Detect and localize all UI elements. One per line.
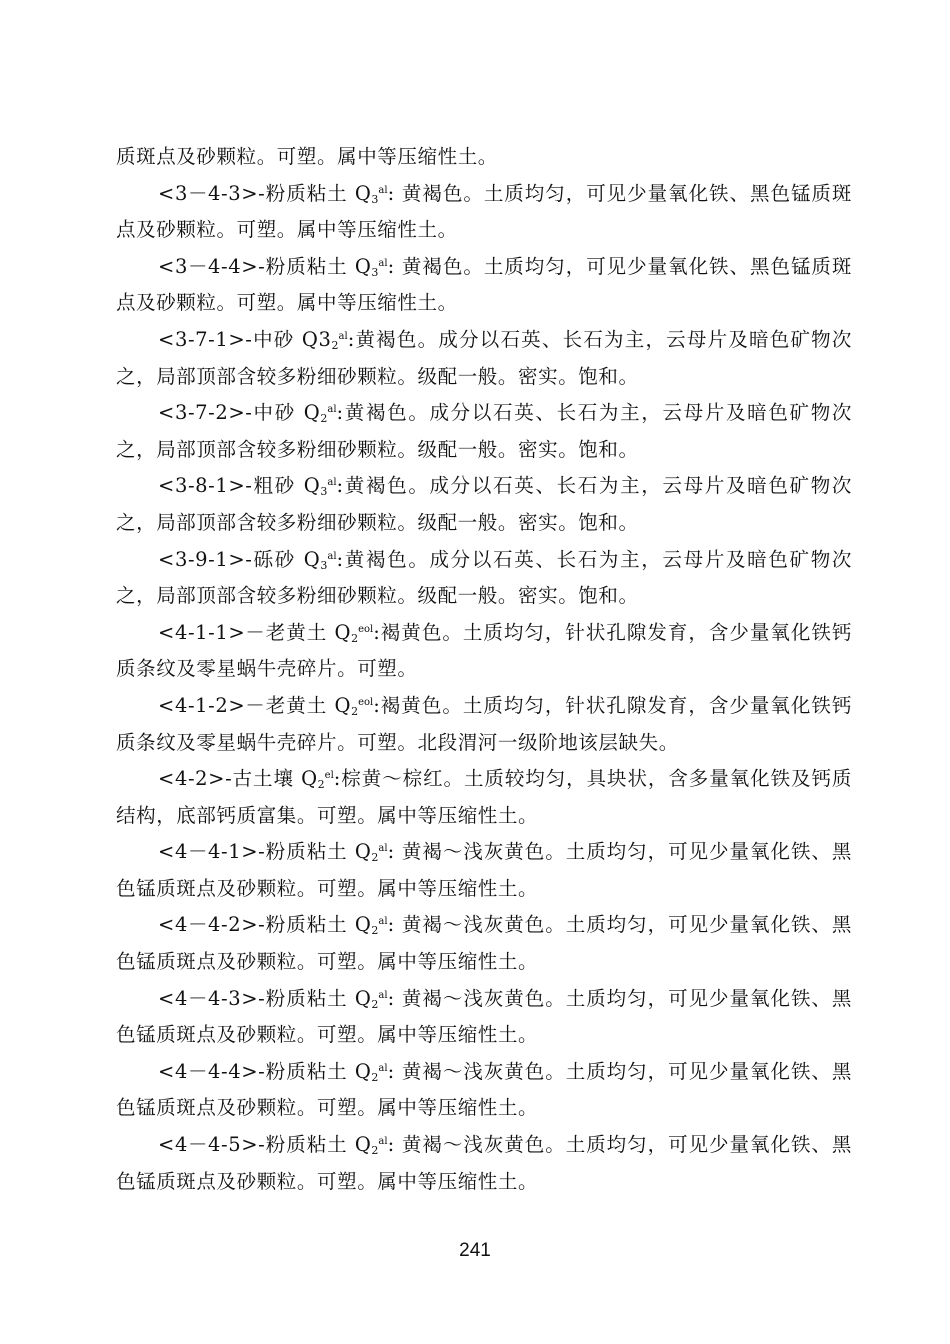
stratum-superscript: el	[324, 770, 334, 782]
stratum-subscript: 2	[331, 338, 339, 352]
stratum-subscript: 2	[351, 704, 359, 718]
stratum-subscript: 2	[371, 924, 379, 938]
stratum-label: <3－4-4>-粉质粘土 Q	[158, 254, 372, 278]
stratum-paragraph-4-4-5	[116, 1127, 852, 1200]
stratum-paragraph-3-7-2	[116, 395, 852, 468]
stratum-description: :黄褐色。成分以石英、长石为主，云母片及暗色矿物次之，局部顶部含较多粉细砂颗粒。级配一般。密实。饱和。	[116, 474, 852, 534]
stratum-subscript: 3	[371, 265, 379, 279]
stratum-description: : 黄褐色。土质均匀，可见少量氧化铁、黑色锰质斑点及砂颗粒。可塑。属中等压缩性土。	[116, 254, 852, 315]
stratum-superscript: al	[378, 989, 388, 1001]
stratum-superscript: al	[327, 404, 337, 416]
stratum-paragraph-4-2	[116, 761, 852, 834]
stratum-superscript: al	[378, 184, 388, 196]
stratum-superscript: al	[327, 550, 337, 562]
stratum-superscript: al	[327, 477, 337, 489]
stratum-subscript: 3	[320, 485, 328, 499]
stratum-label: <4－4-1>-粉质粘土 Q	[158, 840, 372, 864]
stratum-description: : 黄褐～浅灰黄色。土质均匀，可见少量氧化铁、黑色锰质斑点及砂颗粒。可塑。属中等压缩性土。	[116, 1133, 852, 1193]
stratum-label: <3-8-1>-粗砂 Q	[158, 474, 321, 498]
stratum-superscript: al	[378, 916, 388, 928]
stratum-description: :褐黄色。土质均匀，针状孔隙发育，含少量氧化铁钙质条纹及零星蜗牛壳碎片。可塑。北段渭河一级阶地该层缺失。	[116, 693, 852, 754]
stratum-description: : 黄褐～浅灰黄色。土质均匀，可见少量氧化铁、黑色锰质斑点及砂颗粒。可塑。属中等压缩性土。	[116, 1059, 852, 1120]
stratum-paragraph-3-4-4	[116, 249, 852, 322]
stratum-description: : 黄褐～浅灰黄色。土质均匀，可见少量氧化铁、黑色锰质斑点及砂颗粒。可塑。属中等压缩性土。	[116, 913, 852, 974]
stratum-subscript: 3	[371, 192, 379, 206]
stratum-description: :黄褐色。成分以石英、长石为主，云母片及暗色矿物次之，局部顶部含较多粉细砂颗粒。级配一般。密实。饱和。	[116, 401, 852, 461]
stratum-description: : 黄褐～浅灰黄色。土质均匀，可见少量氧化铁、黑色锰质斑点及砂颗粒。可塑。属中等压缩性土。	[116, 986, 852, 1047]
stratum-subscript: 2	[371, 1144, 379, 1158]
stratum-superscript: eol	[358, 696, 374, 708]
stratum-superscript: al	[378, 843, 388, 855]
stratum-label: <4-1-1>－老黄土 Q	[158, 620, 352, 644]
stratum-label: <4－4-4>-粉质粘土 Q	[158, 1059, 372, 1083]
stratum-label: <4－4-2>-粉质粘土 Q	[158, 913, 372, 937]
page-number: 241	[459, 1240, 491, 1261]
stratum-superscript: al	[338, 330, 348, 342]
stratum-subscript: 2	[317, 778, 325, 792]
document-body	[116, 139, 852, 1200]
stratum-label: <3-7-1>-中砂 Q3	[158, 327, 332, 351]
stratum-paragraph-3-9-1	[116, 542, 852, 615]
stratum-subscript: 2	[320, 412, 328, 426]
stratum-description: : 黄褐～浅灰黄色。土质均匀，可见少量氧化铁、黑色锰质斑点及砂颗粒。可塑。属中等压缩性土。	[116, 840, 852, 900]
stratum-paragraph-4-4-2	[116, 907, 852, 980]
stratum-superscript: al	[378, 1062, 388, 1074]
stratum-paragraph-4-4-4	[116, 1054, 852, 1127]
stratum-superscript: al	[378, 1136, 388, 1148]
stratum-description: :棕黄～棕红。土质较均匀，具块状，含多量氧化铁及钙质结构，底部钙质富集。可塑。属中等压缩性土。	[116, 767, 852, 827]
stratum-paragraph-4-1-1	[116, 615, 852, 688]
stratum-superscript: eol	[358, 623, 374, 635]
stratum-label: <3-7-2>-中砂 Q	[158, 401, 321, 425]
stratum-subscript: 2	[351, 631, 359, 645]
stratum-description: :黄褐色。成分以石英、长石为主，云母片及暗色矿物次之，局部顶部含较多粉细砂颗粒。级配一般。密实。饱和。	[116, 547, 852, 608]
stratum-paragraph-3-8-1	[116, 468, 852, 541]
stratum-label: <4－4-3>-粉质粘土 Q	[158, 986, 372, 1010]
stratum-label: <4－4-5>-粉质粘土 Q	[158, 1133, 372, 1157]
stratum-paragraph-3-4-3	[116, 176, 852, 249]
stratum-subscript: 3	[320, 558, 328, 572]
stratum-paragraph-4-4-3	[116, 981, 852, 1054]
stratum-superscript: al	[378, 257, 388, 269]
stratum-paragraph-3-7-1	[116, 322, 852, 395]
stratum-subscript: 2	[371, 851, 379, 865]
stratum-description: : 黄褐色。土质均匀，可见少量氧化铁、黑色锰质斑点及砂颗粒。可塑。属中等压缩性土。	[116, 181, 852, 242]
continuation-paragraph: 质斑点及砂颗粒。可塑。属中等压缩性土。	[116, 145, 498, 168]
stratum-paragraph-4-1-2	[116, 688, 852, 761]
stratum-subscript: 2	[371, 1070, 379, 1084]
stratum-label: <3-9-1>-砾砂 Q	[158, 547, 321, 571]
stratum-description: :黄褐色。成分以石英、长石为主，云母片及暗色矿物次之，局部顶部含较多粉细砂颗粒。级配一般。密实。饱和。	[116, 327, 852, 388]
stratum-label: <4-2>-古土壤 Q	[158, 767, 318, 791]
stratum-label: <4-1-2>－老黄土 Q	[158, 693, 352, 717]
stratum-label: <3－4-3>-粉质粘土 Q	[158, 181, 372, 205]
stratum-paragraph-4-4-1	[116, 834, 852, 907]
stratum-description: :褐黄色。土质均匀，针状孔隙发育，含少量氧化铁钙质条纹及零星蜗牛壳碎片。可塑。	[116, 620, 852, 681]
stratum-subscript: 2	[371, 997, 379, 1011]
